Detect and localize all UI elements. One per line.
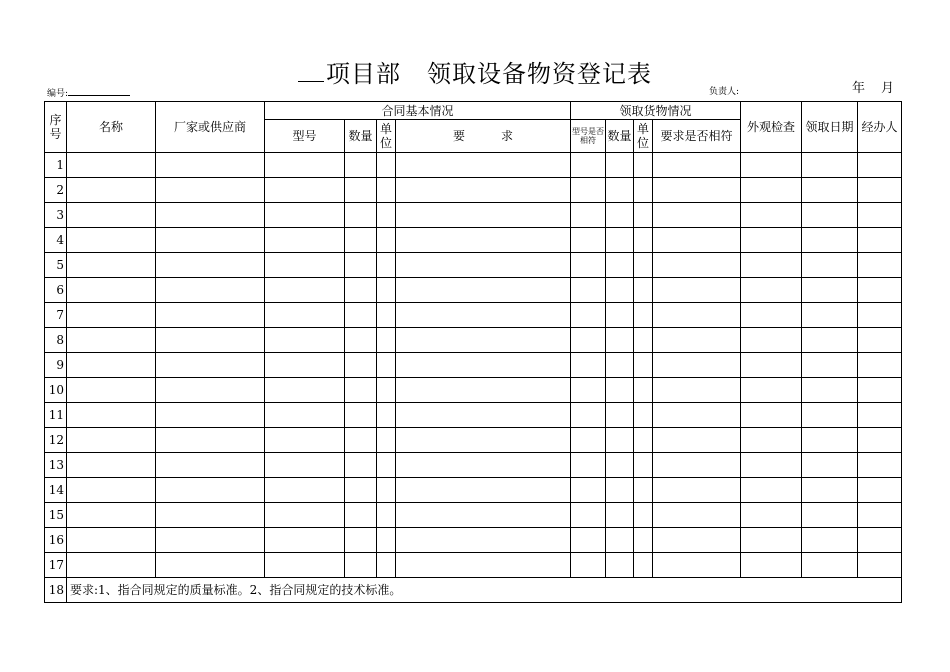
table-row [45, 528, 902, 553]
header-received-group: 领取货物情况 [571, 102, 741, 120]
table-cell[interactable] [802, 378, 858, 403]
table-cell[interactable] [606, 228, 634, 253]
table-cell[interactable] [802, 428, 858, 453]
table-cell[interactable] [802, 253, 858, 278]
table-cell[interactable] [858, 353, 902, 378]
table-cell[interactable] [265, 503, 345, 528]
row-number: 12 [45, 428, 67, 453]
table-cell[interactable] [156, 203, 265, 228]
table-cell[interactable] [265, 153, 345, 178]
table-cell[interactable] [634, 328, 653, 353]
table-cell[interactable] [741, 553, 802, 578]
table-cell[interactable] [67, 153, 156, 178]
table-cell[interactable] [345, 503, 377, 528]
table-cell[interactable] [345, 228, 377, 253]
footer-number: 18 [45, 578, 67, 603]
table-cell[interactable] [345, 253, 377, 278]
table-row [45, 278, 902, 303]
row-number: 7 [45, 303, 67, 328]
table-cell[interactable] [858, 528, 902, 553]
row-number: 15 [45, 503, 67, 528]
table-cell[interactable] [606, 478, 634, 503]
header-req-b: 求 [501, 129, 514, 143]
table-cell[interactable] [265, 403, 345, 428]
table-cell[interactable] [634, 403, 653, 428]
table-cell[interactable] [396, 253, 571, 278]
table-cell[interactable] [377, 178, 396, 203]
table-cell[interactable] [156, 328, 265, 353]
table-cell[interactable] [156, 453, 265, 478]
table-cell[interactable] [858, 303, 902, 328]
table-cell[interactable] [345, 428, 377, 453]
table-cell[interactable] [265, 428, 345, 453]
table-cell[interactable] [741, 278, 802, 303]
table-cell[interactable] [67, 303, 156, 328]
header-row-1 [45, 102, 902, 120]
table-cell[interactable] [653, 178, 741, 203]
table-cell[interactable] [396, 228, 571, 253]
table-cell[interactable] [396, 553, 571, 578]
table-cell[interactable] [802, 553, 858, 578]
table-cell[interactable] [802, 403, 858, 428]
row-number: 1 [45, 153, 67, 178]
table-cell[interactable] [265, 353, 345, 378]
table-cell[interactable] [571, 153, 606, 178]
table-cell[interactable] [377, 303, 396, 328]
date-field [852, 81, 894, 97]
table-cell[interactable] [858, 553, 902, 578]
table-cell[interactable] [653, 253, 741, 278]
table-cell[interactable] [377, 478, 396, 503]
footer-note: 要求:1、指合同规定的质量标准。2、指合同规定的技术标准。 [67, 578, 902, 603]
table-cell[interactable] [741, 453, 802, 478]
table-cell[interactable] [741, 153, 802, 178]
table-cell[interactable] [67, 378, 156, 403]
table-cell[interactable] [67, 528, 156, 553]
table-cell[interactable] [741, 203, 802, 228]
table-cell[interactable] [156, 503, 265, 528]
table-cell[interactable] [653, 203, 741, 228]
table-cell[interactable] [396, 378, 571, 403]
row-number: 10 [45, 378, 67, 403]
table-cell[interactable] [396, 503, 571, 528]
header-receive-date: 领取日期 [802, 102, 858, 153]
table-cell[interactable] [377, 203, 396, 228]
header-visual-check: 外观检查 [741, 102, 802, 153]
table-cell[interactable] [653, 153, 741, 178]
table-cell[interactable] [377, 403, 396, 428]
table-cell[interactable] [345, 528, 377, 553]
table-cell[interactable] [741, 228, 802, 253]
table-cell[interactable] [634, 428, 653, 453]
table-cell[interactable] [606, 303, 634, 328]
table-cell[interactable] [67, 478, 156, 503]
table-cell[interactable] [802, 178, 858, 203]
table-cell[interactable] [802, 328, 858, 353]
table-cell[interactable] [606, 328, 634, 353]
row-number: 6 [45, 278, 67, 303]
table-cell[interactable] [345, 303, 377, 328]
table-cell[interactable] [345, 453, 377, 478]
row-number: 8 [45, 328, 67, 353]
responsible-label: 负责人: [709, 87, 740, 97]
table-cell[interactable] [802, 528, 858, 553]
table-cell[interactable] [653, 553, 741, 578]
table-cell[interactable] [634, 553, 653, 578]
table-cell[interactable] [741, 328, 802, 353]
table-cell[interactable] [802, 203, 858, 228]
table-cell[interactable] [156, 353, 265, 378]
table-cell[interactable] [858, 378, 902, 403]
table-cell[interactable] [571, 303, 606, 328]
table-cell[interactable] [396, 528, 571, 553]
table-cell[interactable] [396, 278, 571, 303]
table-cell[interactable] [858, 328, 902, 353]
table-cell[interactable] [653, 303, 741, 328]
table-cell[interactable] [571, 353, 606, 378]
table-cell[interactable] [67, 428, 156, 453]
table-cell[interactable] [156, 153, 265, 178]
table-cell[interactable] [634, 378, 653, 403]
table-cell[interactable] [396, 153, 571, 178]
table-cell[interactable] [653, 428, 741, 453]
header-recv-qty: 数量 [606, 120, 634, 153]
table-cell[interactable] [265, 203, 345, 228]
table-cell[interactable] [741, 528, 802, 553]
table-cell[interactable] [265, 278, 345, 303]
table-cell[interactable] [377, 428, 396, 453]
header-name: 名称 [67, 102, 156, 153]
table-cell[interactable] [265, 528, 345, 553]
table-cell[interactable] [653, 453, 741, 478]
table-cell[interactable] [741, 303, 802, 328]
table-row [45, 253, 902, 278]
row-number: 11 [45, 403, 67, 428]
table-cell[interactable] [653, 278, 741, 303]
table-row [45, 453, 902, 478]
table-cell[interactable] [858, 403, 902, 428]
table-row [45, 203, 902, 228]
table-cell[interactable] [571, 203, 606, 228]
table-cell[interactable] [606, 528, 634, 553]
header-recv-unit: 单位 [634, 120, 653, 153]
table-cell[interactable] [858, 453, 902, 478]
table-cell[interactable] [345, 553, 377, 578]
table-row [45, 503, 902, 528]
table-cell[interactable] [396, 453, 571, 478]
table-cell[interactable] [265, 378, 345, 403]
table-cell[interactable] [377, 553, 396, 578]
row-number: 17 [45, 553, 67, 578]
table-cell[interactable] [653, 528, 741, 553]
table-cell[interactable] [377, 278, 396, 303]
table-cell[interactable] [606, 353, 634, 378]
table-cell[interactable] [858, 228, 902, 253]
table-cell[interactable] [67, 328, 156, 353]
table-cell[interactable] [396, 428, 571, 453]
table-cell[interactable] [156, 553, 265, 578]
table-cell[interactable] [741, 353, 802, 378]
table-cell[interactable] [634, 278, 653, 303]
table-cell[interactable] [606, 253, 634, 278]
table-row [45, 228, 902, 253]
table-cell[interactable] [571, 328, 606, 353]
table-cell[interactable] [396, 203, 571, 228]
table-cell[interactable] [396, 178, 571, 203]
table-cell[interactable] [377, 253, 396, 278]
table-cell[interactable] [606, 403, 634, 428]
table-cell[interactable] [345, 328, 377, 353]
serial-field [47, 86, 130, 100]
table-cell[interactable] [156, 228, 265, 253]
row-number: 3 [45, 203, 67, 228]
table-cell[interactable] [858, 478, 902, 503]
table-cell[interactable] [653, 353, 741, 378]
table-cell[interactable] [377, 528, 396, 553]
table-row [45, 428, 902, 453]
table-cell[interactable] [571, 528, 606, 553]
table-row [45, 178, 902, 203]
table-cell[interactable] [741, 253, 802, 278]
table-cell[interactable] [396, 328, 571, 353]
table-cell[interactable] [802, 353, 858, 378]
table-cell[interactable] [634, 353, 653, 378]
table-cell[interactable] [571, 503, 606, 528]
table-cell[interactable] [653, 403, 741, 428]
table-cell[interactable] [606, 503, 634, 528]
table-cell[interactable] [377, 453, 396, 478]
table-cell[interactable] [345, 278, 377, 303]
month-label: 月 [881, 81, 895, 96]
header-contract-group: 合同基本情况 [265, 102, 571, 120]
table-cell[interactable] [653, 328, 741, 353]
table-cell[interactable] [265, 253, 345, 278]
table-cell[interactable] [858, 203, 902, 228]
responsible-field [709, 86, 739, 98]
table-cell[interactable] [571, 428, 606, 453]
table-cell[interactable] [634, 253, 653, 278]
table-cell[interactable] [67, 278, 156, 303]
header-model: 型号 [265, 120, 345, 153]
footer-row [45, 578, 902, 603]
table-cell[interactable] [741, 478, 802, 503]
table-cell[interactable] [345, 403, 377, 428]
table-cell[interactable] [265, 228, 345, 253]
table-cell[interactable] [265, 553, 345, 578]
table-cell[interactable] [377, 228, 396, 253]
serial-label: 编号: [47, 89, 69, 99]
table-cell[interactable] [265, 453, 345, 478]
table-cell[interactable] [653, 478, 741, 503]
row-number: 9 [45, 353, 67, 378]
ledger-table [44, 101, 902, 603]
table-cell[interactable] [67, 178, 156, 203]
table-cell[interactable] [156, 378, 265, 403]
table-cell[interactable] [377, 153, 396, 178]
row-number: 13 [45, 453, 67, 478]
table-cell[interactable] [634, 478, 653, 503]
table-cell[interactable] [634, 303, 653, 328]
table-cell[interactable] [606, 378, 634, 403]
header-model-match: 型号是否相符 [571, 120, 606, 153]
header-requirement [396, 120, 571, 153]
table-cell[interactable] [156, 403, 265, 428]
table-cell[interactable] [571, 553, 606, 578]
table-cell[interactable] [345, 178, 377, 203]
table-cell[interactable] [67, 253, 156, 278]
table-cell[interactable] [858, 278, 902, 303]
table-cell[interactable] [345, 478, 377, 503]
table-cell[interactable] [606, 553, 634, 578]
table-cell[interactable] [571, 228, 606, 253]
table-cell[interactable] [802, 478, 858, 503]
table-cell[interactable] [396, 403, 571, 428]
table-cell[interactable] [606, 278, 634, 303]
header-qty: 数量 [345, 120, 377, 153]
table-cell[interactable] [634, 153, 653, 178]
header-handler: 经办人 [858, 102, 902, 153]
table-row [45, 153, 902, 178]
table-cell[interactable] [802, 453, 858, 478]
table-cell[interactable] [653, 378, 741, 403]
table-cell[interactable] [156, 178, 265, 203]
serial-input-line[interactable] [68, 86, 130, 96]
table-cell[interactable] [741, 503, 802, 528]
table-cell[interactable] [396, 303, 571, 328]
table-cell[interactable] [606, 153, 634, 178]
year-label: 年 [852, 81, 866, 96]
table-cell[interactable] [802, 303, 858, 328]
table-cell[interactable] [606, 428, 634, 453]
table-cell[interactable] [653, 228, 741, 253]
table-cell[interactable] [377, 328, 396, 353]
table-cell[interactable] [345, 203, 377, 228]
table-cell[interactable] [377, 378, 396, 403]
table-cell[interactable] [396, 353, 571, 378]
table-cell[interactable] [858, 253, 902, 278]
header-req-match: 要求是否相符 [653, 120, 741, 153]
table-row [45, 353, 902, 378]
table-cell[interactable] [858, 428, 902, 453]
table-cell[interactable] [156, 478, 265, 503]
row-number: 4 [45, 228, 67, 253]
table-row [45, 478, 902, 503]
table-cell[interactable] [67, 203, 156, 228]
table-cell[interactable] [634, 178, 653, 203]
table-cell[interactable] [741, 178, 802, 203]
table-cell[interactable] [741, 403, 802, 428]
table-cell[interactable] [67, 553, 156, 578]
table-cell[interactable] [67, 503, 156, 528]
table-row [45, 303, 902, 328]
title-blank[interactable] [298, 59, 324, 82]
table-cell[interactable] [858, 178, 902, 203]
table-cell[interactable] [377, 353, 396, 378]
table-cell[interactable] [265, 178, 345, 203]
table-cell[interactable] [634, 453, 653, 478]
table-cell[interactable] [67, 403, 156, 428]
table-cell[interactable] [634, 203, 653, 228]
header-unit: 单位 [377, 120, 396, 153]
table-cell[interactable] [67, 353, 156, 378]
table-cell[interactable] [634, 528, 653, 553]
table-cell[interactable] [858, 503, 902, 528]
table-cell[interactable] [571, 378, 606, 403]
header-vendor: 厂家或供应商 [156, 102, 265, 153]
table-cell[interactable] [571, 403, 606, 428]
header-req-a: 要 [452, 129, 465, 143]
table-cell[interactable] [156, 428, 265, 453]
table-cell[interactable] [396, 478, 571, 503]
row-number: 14 [45, 478, 67, 503]
table-cell[interactable] [653, 503, 741, 528]
header-seq: 序号 [45, 102, 67, 153]
table-cell[interactable] [802, 503, 858, 528]
table-row [45, 328, 902, 353]
page-title [0, 58, 950, 90]
table-cell[interactable] [741, 428, 802, 453]
table-cell[interactable] [802, 228, 858, 253]
table-cell[interactable] [606, 178, 634, 203]
row-number: 2 [45, 178, 67, 203]
table-cell[interactable] [156, 528, 265, 553]
table-cell[interactable] [634, 228, 653, 253]
table-cell[interactable] [67, 228, 156, 253]
table-cell[interactable] [156, 303, 265, 328]
table-cell[interactable] [67, 453, 156, 478]
table-cell[interactable] [606, 453, 634, 478]
table-cell[interactable] [571, 178, 606, 203]
data-rows [45, 153, 902, 578]
table-row [45, 403, 902, 428]
table-cell[interactable] [571, 253, 606, 278]
title-part2: 领取设备物资登记表 [427, 60, 652, 88]
table-cell[interactable] [345, 353, 377, 378]
table-cell[interactable] [265, 478, 345, 503]
table-cell[interactable] [571, 478, 606, 503]
table-cell[interactable] [265, 303, 345, 328]
table-cell[interactable] [741, 378, 802, 403]
table-cell[interactable] [345, 153, 377, 178]
table-cell[interactable] [858, 153, 902, 178]
title-part1: 项目部 [326, 60, 401, 88]
table-cell[interactable] [802, 153, 858, 178]
table-row [45, 553, 902, 578]
table-cell[interactable] [156, 278, 265, 303]
table-cell[interactable] [634, 503, 653, 528]
table-cell[interactable] [377, 503, 396, 528]
table-cell[interactable] [265, 328, 345, 353]
table-cell[interactable] [345, 378, 377, 403]
table-cell[interactable] [802, 278, 858, 303]
table-cell[interactable] [571, 453, 606, 478]
row-number: 16 [45, 528, 67, 553]
table-cell[interactable] [571, 278, 606, 303]
table-row [45, 378, 902, 403]
table-cell[interactable] [606, 203, 634, 228]
table-cell[interactable] [156, 253, 265, 278]
row-number: 5 [45, 253, 67, 278]
